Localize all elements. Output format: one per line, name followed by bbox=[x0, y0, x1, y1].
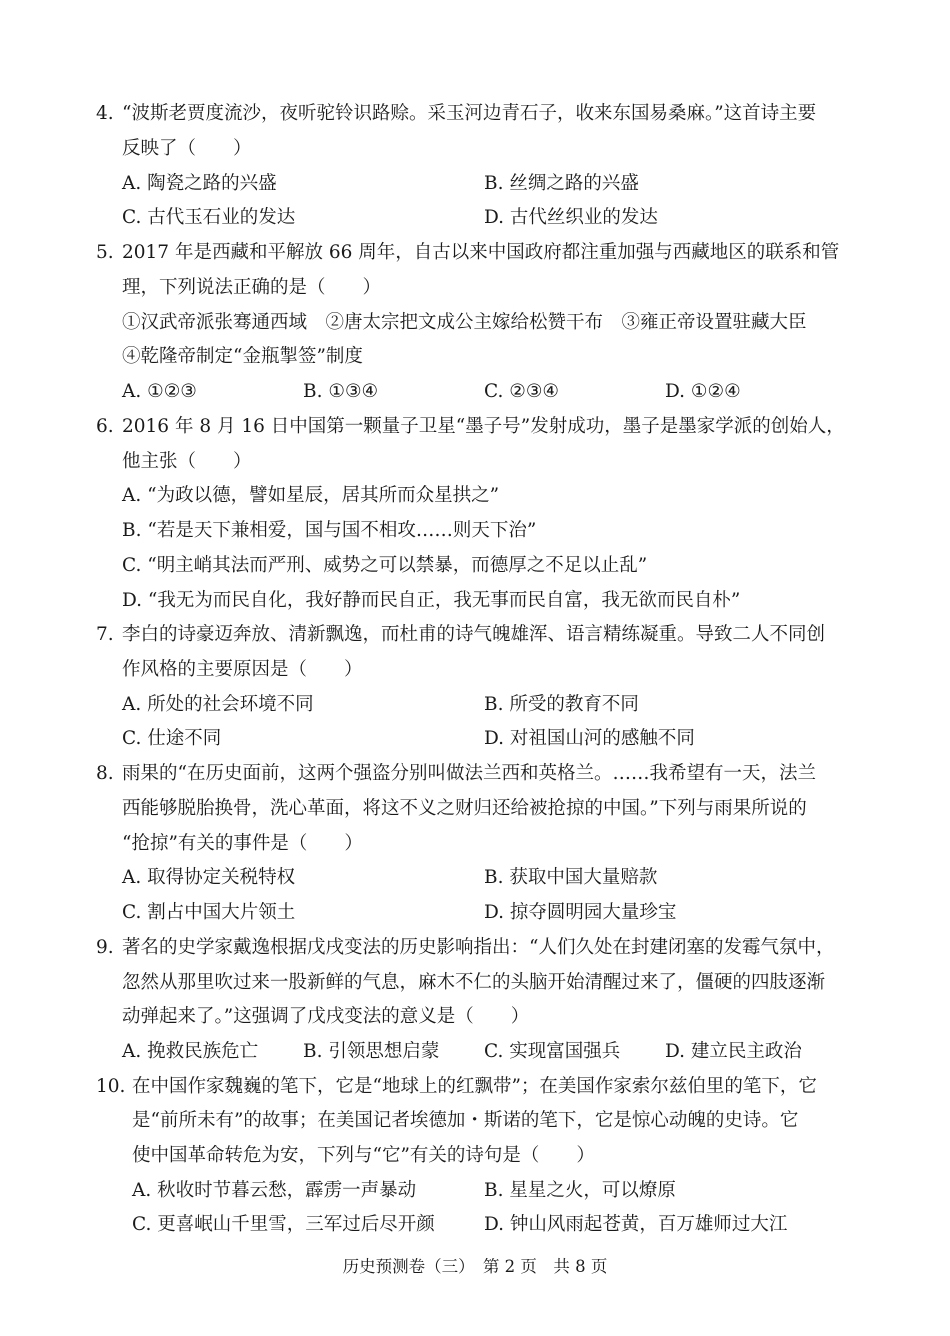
question-stem-line: ①汉武帝派张骞通西域 ②唐太宗把文成公主嫁给松赞干布 ③雍正帝设置驻藏大臣 bbox=[122, 312, 807, 333]
question-stem-line: 著名的史学家戴逸根据戊戌变法的历史影响指出：“人们久处在封建闭塞的发霉气氛中， bbox=[122, 937, 835, 958]
question-stem-line: 西能够脱胎换骨，洗心革面，将这不义之财归还给被抢掠的中国。”下列与雨果所说的 bbox=[122, 798, 807, 819]
question-stem-line: 反映了（ ） bbox=[122, 138, 252, 159]
question-number: 10. bbox=[96, 1076, 126, 1097]
question-number: 8. bbox=[96, 763, 114, 784]
question-number: 6. bbox=[96, 416, 114, 437]
question-number: 4. bbox=[96, 103, 114, 124]
option-a: A. 取得协定关税特权 bbox=[122, 867, 296, 888]
option-d: D. 钟山风雨起苍黄，百万雄师过大江 bbox=[484, 1214, 788, 1235]
question-stem-line: ④乾隆帝制定“金瓶掣签”制度 bbox=[122, 346, 363, 367]
question-stem-line: 使中国革命转危为安，下列与“它”有关的诗句是（ ） bbox=[132, 1145, 595, 1166]
option-c: C. 仕途不同 bbox=[122, 728, 222, 749]
question-stem-line: 理，下列说法正确的是（ ） bbox=[122, 277, 382, 298]
option-d: D. 对祖国山河的感触不同 bbox=[484, 728, 695, 749]
option-b: B. 引领思想启蒙 bbox=[303, 1041, 440, 1062]
option-a: A. 陶瓷之路的兴盛 bbox=[122, 173, 277, 194]
option-b: B. 获取中国大量赔款 bbox=[484, 867, 658, 888]
question-stem-line: 他主张（ ） bbox=[122, 451, 252, 472]
option-c: C. 实现富国强兵 bbox=[484, 1041, 621, 1062]
option-d: D. ①②④ bbox=[665, 381, 741, 402]
option-d: D. 古代丝织业的发达 bbox=[484, 207, 658, 228]
option-c: C. 更喜岷山千里雪，三军过后尽开颜 bbox=[132, 1214, 435, 1235]
question-stem-line: 在中国作家魏巍的笔下，它是“地球上的红飘带”；在美国作家索尔兹伯里的笔下，它 bbox=[132, 1076, 817, 1097]
option-c: C. 古代玉石业的发达 bbox=[122, 207, 296, 228]
option-b: B. 星星之火，可以燎原 bbox=[484, 1180, 676, 1201]
option-c: C. “明主峭其法而严刑、威势之可以禁暴，而德厚之不足以止乱” bbox=[122, 555, 648, 576]
option-a: A. “为政以德，譬如星辰，居其所而众星拱之” bbox=[122, 485, 500, 506]
option-b: B. “若是天下兼相爱，国与国不相攻……则天下治” bbox=[122, 520, 537, 541]
question-stem-line: 雨果的“在历史面前，这两个强盗分别叫做法兰西和英格兰。……我希望有一天，法兰 bbox=[122, 763, 816, 784]
option-d: D. 掠夺圆明园大量珍宝 bbox=[484, 902, 677, 923]
option-d: D. 建立民主政治 bbox=[665, 1041, 802, 1062]
question-stem-line: 作风格的主要原因是（ ） bbox=[122, 659, 363, 680]
question-stem-line: 李白的诗豪迈奔放、清新飘逸，而杜甫的诗气魄雄浑、语言精练凝重。导致二人不同创 bbox=[122, 624, 826, 645]
question-number: 7. bbox=[96, 624, 114, 645]
question-stem-line: 动弹起来了。”这强调了戊戌变法的意义是（ ） bbox=[122, 1006, 530, 1027]
option-a: A. 所处的社会环境不同 bbox=[122, 694, 314, 715]
question-stem-line: 2017 年是西藏和平解放 66 周年，自古以来中国政府都注重加强与西藏地区的联系和管 bbox=[122, 242, 840, 263]
question-number: 9. bbox=[96, 937, 114, 958]
option-b: B. ①③④ bbox=[303, 381, 379, 402]
option-a: A. 挽救民族危亡 bbox=[122, 1041, 259, 1062]
question-stem-line: 是“前所未有”的故事；在美国记者埃德加・斯诺的笔下，它是惊心动魄的史诗。它 bbox=[132, 1110, 799, 1131]
option-c: C. ②③④ bbox=[484, 381, 560, 402]
option-b: B. 丝绸之路的兴盛 bbox=[484, 173, 639, 194]
option-a: A. 秋收时节暮云愁，霹雳一声暴动 bbox=[132, 1180, 417, 1201]
question-stem-line: “波斯老贾度流沙，夜听驼铃识路赊。采玉河边青石子，收来东国易桑麻。”这首诗主要 bbox=[122, 103, 817, 124]
question-stem-line: “抢掠”有关的事件是（ ） bbox=[122, 833, 363, 854]
option-d: D. “我无为而民自化，我好静而民自正，我无事而民自富，我无欲而民自朴” bbox=[122, 590, 741, 611]
option-a: A. ①②③ bbox=[122, 381, 197, 402]
page-footer: 历史预测卷（三） 第 2 页 共 8 页 bbox=[342, 1257, 608, 1276]
question-number: 5. bbox=[96, 242, 114, 263]
question-stem-line: 2016 年 8 月 16 日中国第一颗量子卫星“墨子号”发射成功，墨子是墨家学派的创始人， bbox=[122, 416, 845, 437]
option-c: C. 割占中国大片领土 bbox=[122, 902, 296, 923]
question-stem-line: 忽然从那里吹过来一股新鲜的气息，麻木不仁的头脑开始清醒过来了，僵硬的四肢逐渐 bbox=[122, 972, 826, 993]
option-b: B. 所受的教育不同 bbox=[484, 694, 639, 715]
